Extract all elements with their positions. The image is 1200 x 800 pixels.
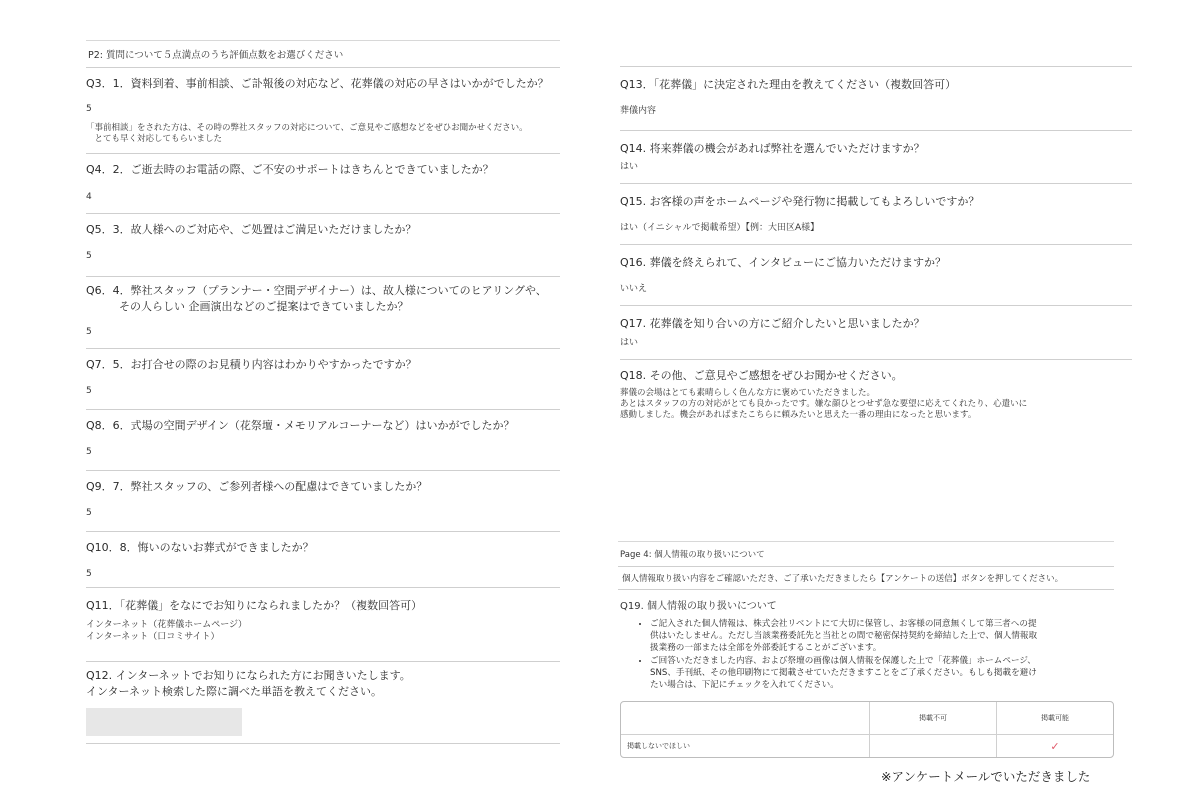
question-q12 <box>86 662 560 744</box>
survey-page-4 <box>618 541 1114 753</box>
question-title: Q7．5．お打合せの際のお見積り内容はわかりやすかったですか？ <box>86 358 417 371</box>
answer-value: 5 <box>86 104 92 114</box>
question-title: Q4．2．ご逝去時のお電話の際、ご不安のサポートはきちんとできていましたか？ <box>86 163 494 176</box>
survey-page-3 <box>620 66 1132 430</box>
publication-options-table <box>620 701 1114 758</box>
question-title: Q9．7．弊社スタッフの、ご参列者様への配慮はできていましたか？ <box>86 480 428 493</box>
question-title: Q8．6．式場の空間デザイン（花祭壇・メモリアルコーナーなど）はいかがでしたか？ <box>86 419 515 432</box>
question-title: Q14. 将来葬儀の機会があれば弊社を選んでいただけますか？ <box>620 142 925 155</box>
answer-note: 「事前相談」をされた方は、その時の弊社スタッフの対応について、ご意見やご感想などをぜひお聞かせください。 とても早く対応してもらいました <box>86 123 528 144</box>
answer-value: はい <box>620 162 639 172</box>
question-q6 <box>86 277 560 349</box>
question-q9 <box>86 471 560 532</box>
question-q16 <box>620 245 1132 306</box>
answer-value: 5 <box>86 327 92 337</box>
question-q10 <box>86 532 560 588</box>
question-q8 <box>86 410 560 471</box>
answer-value: 葬儀の会場はとても素晴らしく色んな方に褒めていただきました。 あとはスタッフの方の対応がとても良かったです。嫌な顔ひとつせず急な要望に応えてくれたり、心遣いに 感動しました。機会があればまたこちらに頼みたいと思えた一番の理由になったと思います。 <box>620 388 1028 420</box>
question-title: Q16. 葬儀を終えられて、インタビューにご協力いただけますか？ <box>620 256 946 269</box>
question-q14 <box>620 131 1132 184</box>
checkmark-icon: ✓ <box>1050 739 1060 753</box>
answer-value: 5 <box>86 251 92 261</box>
answer-value: 5 <box>86 508 92 518</box>
survey-page-2 <box>86 40 560 744</box>
question-title: Q13．「花葬儀」に決定された理由を教えてください（複数回答可） <box>620 78 957 91</box>
answer-value: いいえ <box>620 284 648 294</box>
column-not-allowed: 掲載不可 <box>870 702 997 735</box>
answer-value: はい <box>620 338 639 348</box>
question-q4 <box>86 154 560 214</box>
question-q11 <box>86 588 560 662</box>
answer-value: はい（イニシャルで掲載希望）【例：大田区A様】 <box>620 223 820 233</box>
question-title: Q6．4．弊社スタッフ（プランナー・空間デザイナー）は、故人様についてのヒアリングや、 その人らしい 企画演出などのご提案はできていましたか？ <box>86 284 547 313</box>
privacy-bullet: • ご回答いただきました内容、および祭壇の画像は個人情報を保護した上で「花葬儀」ホームページ、 SNS、手刊紙、その他印刷物にて掲載させていただきますことをご了承ください。もしも掲載を避け たい場合は、下記にチェックを入れてください。 <box>650 655 1114 691</box>
question-q3 <box>86 68 560 154</box>
question-q15 <box>620 184 1132 245</box>
answer-value: 5 <box>86 569 92 579</box>
question-title: Q5．3．故人様へのご対応や、ご処置はご満足いただけましたか？ <box>86 223 417 236</box>
question-title: Q12. インターネットでお知りになられた方にお聞きいたします。 インターネット検索した際に調べた単語を教えてください。 <box>86 669 411 698</box>
option-allowed-cell[interactable] <box>997 735 1113 757</box>
column-allowed: 掲載可能 <box>997 702 1113 735</box>
answer-value: 5 <box>86 447 92 457</box>
question-q7 <box>86 349 560 410</box>
question-q18 <box>620 360 1132 430</box>
answer-value: 4 <box>86 192 92 202</box>
answer-value: インターネット（花葬儀ホームページ） インターネット（口コミサイト） <box>86 620 248 642</box>
answer-value: 葬儀内容 <box>620 106 657 116</box>
question-q5 <box>86 214 560 277</box>
privacy-bullet: • ご記入された個人情報は、株式会社リベントにて大切に保管し、お客様の同意無くして第三者への提 供はいたしません。ただし当該業務委託先と当社との間で秘密保持契約を締結した上で、個人情報取 扱業務の一部または全部を外部委託することがございます。 <box>650 618 1114 654</box>
redacted-answer <box>86 708 242 736</box>
question-title: Q15. お客様の声をホームページや発行物に掲載してもよろしいですか？ <box>620 195 980 208</box>
question-title: Q3．1．資料到着、事前相談、ご訃報後の対応など、花葬儀の対応の早さはいかがでしたか？ <box>86 77 549 90</box>
answer-value: 5 <box>86 386 92 396</box>
page-intro: 個人情報取り扱い内容をご確認いただき、ご了承いただきましたら【アンケートの送信】ボタンを押してください。 <box>618 567 1114 590</box>
option-not-allowed-cell[interactable] <box>870 735 997 757</box>
page-header: P2: 質問について５点満点のうち評価点数をお選びください <box>86 40 560 68</box>
row-label: 掲載しないでほしい <box>621 735 870 757</box>
question-title: Q17. 花葬儀を知り合いの方にご紹介したいと思いましたか？ <box>620 317 925 330</box>
question-title: Q10．8．悔いのないお葬式ができましたか？ <box>86 541 314 554</box>
question-title: Q18. その他、ご意見やご感想をぜひお聞かせください。 <box>620 369 903 382</box>
question-title: Q11．「花葬儀」をなにでお知りになられましたか？（複数回答可） <box>86 599 423 612</box>
question-q13 <box>620 67 1132 131</box>
question-q19-title: Q19. 個人情報の取り扱いについて <box>620 601 777 612</box>
page-header: Page 4: 個人情報の取り扱いについて <box>618 541 1114 567</box>
question-q17 <box>620 306 1132 360</box>
privacy-bullets <box>618 618 1114 691</box>
footer-note: ※アンケートメールでいただきました <box>881 769 1091 784</box>
